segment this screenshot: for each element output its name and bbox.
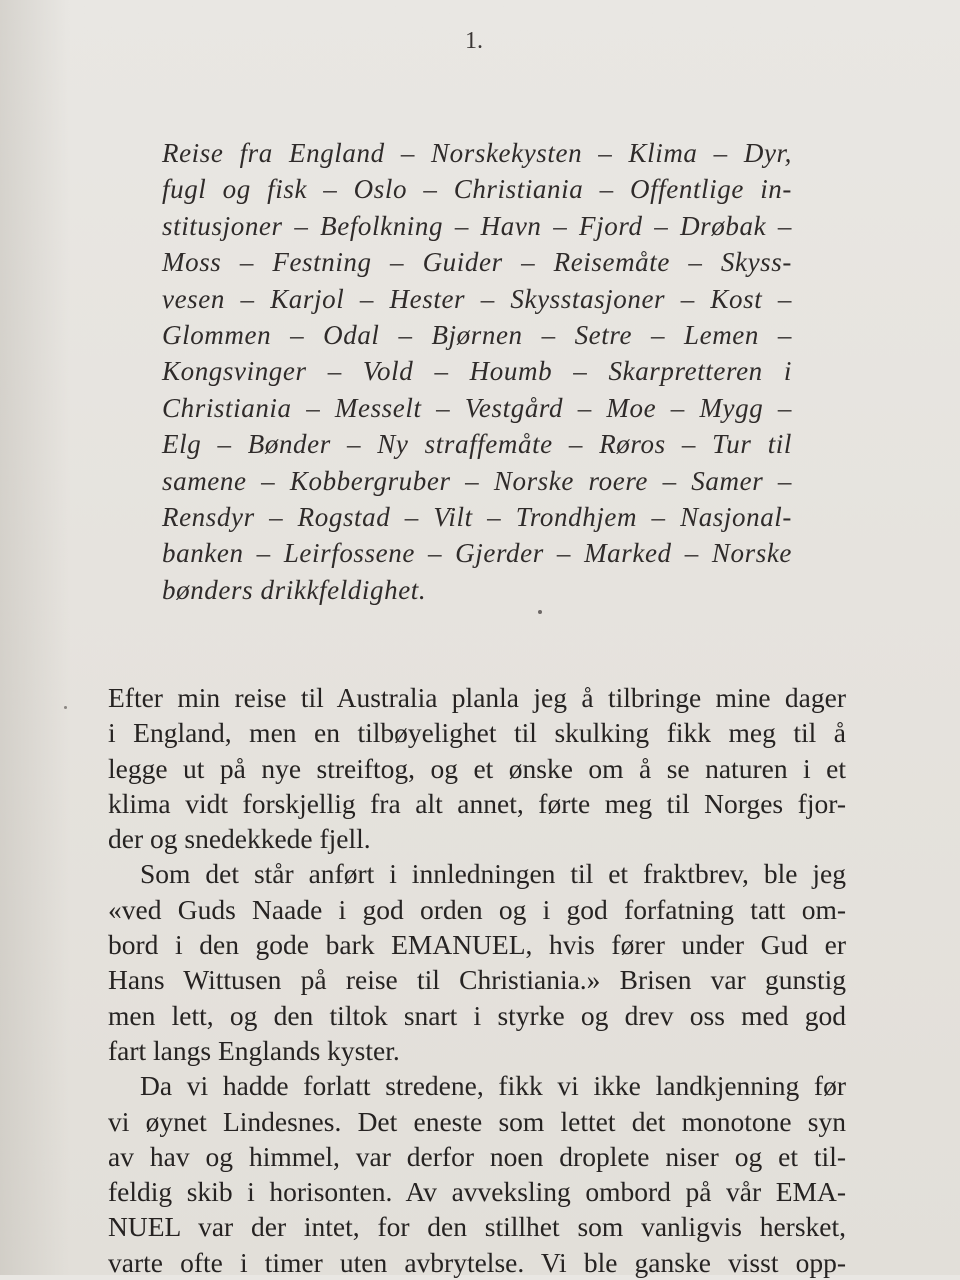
summary-line: Christiania – Messelt – Vestgård – Moe – Mygg – — [162, 392, 792, 423]
summary-line: Glommen – Odal – Bjørnen – Setre – Lemen – — [162, 320, 792, 351]
body-text — [108, 680, 846, 1280]
text-line: Da vi hadde forlatt stredene, fikk vi ikke landkjenning før — [140, 1070, 846, 1102]
summary-line: fugl og fisk – Oslo – Christiania – Offentlige in- — [162, 174, 792, 205]
text-line: Som det står anført i innledningen til et fraktbrev, ble jeg — [140, 858, 846, 890]
text-line: varte ofte i timer uten avbrytelse. Vi ble ganske visst opp- — [108, 1246, 846, 1278]
paragraph-1 — [108, 680, 846, 856]
text-line: av hav og himmel, var derfor noen droplete niser og et til- — [108, 1140, 846, 1172]
ink-dot — [538, 610, 542, 614]
ink-speck — [64, 706, 67, 709]
page-edge-shadow — [0, 0, 70, 1275]
summary-line: samene – Kobbergruber – Norske roere – Samer – — [162, 465, 792, 496]
paragraph-3 — [108, 1068, 846, 1280]
summary-line: Rensdyr – Rogstad – Vilt – Trondhjem – Nasjonal- — [162, 502, 792, 533]
text-line: Efter min reise til Australia planla jeg å tilbringe mine dager — [108, 682, 846, 713]
summary-line: stitusjoner – Befolkning – Havn – Fjord – Drøbak – — [162, 210, 792, 241]
text-line: i England, men en tilbøyelighet til skulking fikk meg til å — [108, 717, 846, 749]
summary-line: Reise fra England – Norskekysten – Klima – Dyr, — [162, 138, 792, 168]
text-line: vi øynet Lindesnes. Det eneste som lettet det monotone syn — [108, 1105, 846, 1137]
summary-line: Kongsvinger – Vold – Houmb – Skarpretteren i — [162, 356, 792, 387]
text-line: legge ut på nye streiftog, og et ønske om å se naturen i et — [108, 752, 846, 784]
summary-line: Moss – Festning – Guider – Reisemåte – Skyss- — [162, 247, 792, 278]
text-line: Hans Wittusen på reise til Christiania.» Brisen var gunstig — [108, 964, 846, 996]
text-line: «ved Guds Naade i god orden og i god forfatning tatt om- — [108, 893, 846, 925]
text-line: men lett, og den tiltok snart i styrke og drev oss med god — [108, 999, 846, 1031]
text-line: der og snedekkede fjell. — [108, 823, 371, 855]
text-line: fart langs Englands kyster. — [108, 1034, 400, 1066]
text-line: bord i den gode bark EMANUEL, hvis fører under Gud er — [108, 929, 846, 961]
paragraph-2 — [108, 856, 846, 1068]
text-line: klima vidt forskjellig fra alt annet, førte meg til Norges fjor- — [108, 787, 846, 819]
summary-line: banken – Leirfossene – Gjerder – Marked – Norske — [162, 538, 792, 569]
chapter-summary — [162, 135, 792, 608]
summary-line: Elg – Bønder – Ny straffemåte – Røros – Tur til — [162, 429, 792, 460]
chapter-number: 1. — [465, 28, 483, 54]
text-line: NUEL var der intet, for den stillhet som vanligvis hersket, — [108, 1211, 846, 1243]
summary-line: bønders drikkfeldighet. — [162, 574, 427, 605]
summary-line: vesen – Karjol – Hester – Skysstasjoner – Kost – — [162, 283, 792, 314]
text-line: feldig skib i horisonten. Av avveksling ombord på vår EMA- — [108, 1176, 846, 1208]
